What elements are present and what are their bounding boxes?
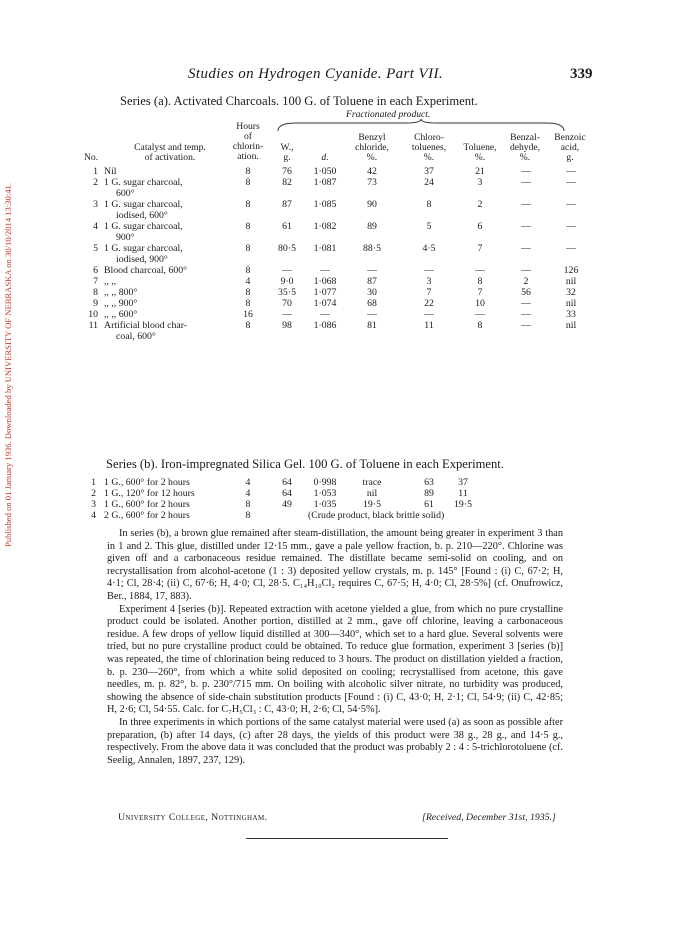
hours-cell: 8 (245, 510, 251, 521)
hours-header: Hours of chlorin- ation. (232, 121, 264, 162)
row-number: 2 (91, 488, 96, 499)
benzoic-cell: — (566, 199, 576, 210)
catalyst-cell: Blood charcoal, 600° (104, 265, 188, 276)
toluene-cell: 3 (477, 177, 483, 188)
catalyst-cell: 1 G., 120° for 12 hours (104, 488, 195, 499)
catalyst-cell: iodised, 900° (116, 254, 168, 265)
hours-cell: 8 (245, 499, 251, 510)
catalyst-cell: 1 G., 600° for 2 hours (104, 499, 190, 510)
d-cell: 1·081 (313, 243, 337, 254)
w-cell: 49 (282, 499, 292, 510)
benzyl-cell: 87 (367, 276, 377, 287)
chloro-cell: 5 (426, 221, 432, 232)
note-cell: (Crude product, black brittle solid) (308, 510, 445, 521)
w-cell: 82 (282, 177, 292, 188)
benzyl-header: Benzyl chloride, %. (355, 132, 389, 163)
w-cell: 64 (282, 477, 292, 488)
benzal-cell: — (521, 243, 531, 254)
catalyst-cell: Nil (104, 166, 117, 177)
catalyst-cell: 1 G. sugar charcoal, (104, 243, 183, 254)
chloro-header: Chloro- toluenes, %. (411, 132, 447, 163)
hours-cell: 8 (245, 287, 251, 298)
benzyl-cell: 88·5 (363, 243, 381, 254)
benzal-cell: 2 (523, 276, 529, 287)
w-cell: 80·5 (278, 243, 296, 254)
benzal-cell: — (521, 221, 531, 232)
toluene-cell: 8 (477, 276, 483, 287)
hours-cell: 4 (245, 477, 251, 488)
catalyst-cell: iodised, 600° (116, 210, 168, 221)
w-cell: 64 (282, 488, 292, 499)
w-cell: 87 (282, 199, 292, 210)
catalyst-cell: ,, ,, (104, 276, 117, 287)
d-cell: 1·035 (313, 499, 337, 510)
chloro-cell: 37 (424, 166, 434, 177)
series-a-title: Series (a). Activated Charcoals. 100 G. of Toluene in each Experiment. (120, 94, 478, 108)
benzal-header: Benzal- dehyde, %. (509, 132, 541, 163)
catalyst-cell: ,, ,, 900° (104, 298, 138, 309)
series-b-title: Series (b). Iron-impregnated Silica Gel. 100 G. of Toluene in each Experiment. (106, 457, 504, 471)
fractionated-header: Fractionated product. (346, 109, 431, 120)
affiliation: University College, Nottingham. (118, 812, 268, 823)
row-number: 6 (93, 265, 98, 276)
w-cell: — (282, 265, 292, 276)
benzyl-cell: trace (362, 477, 382, 488)
benzyl-cell: — (367, 309, 377, 320)
d-cell: 1·087 (313, 177, 337, 188)
chloro-cell: 89 (424, 488, 434, 499)
w-cell: 61 (282, 221, 292, 232)
benzoic-cell: — (566, 166, 576, 177)
benzyl-cell: 68 (367, 298, 377, 309)
chloro-cell: 7 (426, 287, 432, 298)
benzyl-cell: nil (366, 488, 378, 499)
benzoic-cell: nil (565, 298, 577, 309)
benzal-cell: — (521, 177, 531, 188)
benzoic-cell: 33 (566, 309, 576, 320)
benzoic-cell: — (566, 177, 576, 188)
benzal-cell: — (521, 298, 531, 309)
paragraph-1: In series (b), a brown glue remained after steam-distillation, the amount being greater in experiment 3 than in 1 and 2. This glue, distilled under 12·15 mm., gave a pale yellow fraction, b. p. 210—220°. Chlorine was given off and a carbonaceous residue remained. The distillate became semi-solid on cooling, and on recrystallisation from alcohol-acetone (1 : 3) deposited yellow crystals, m. p. 145° [Found : (i) C, 67·2; H, 4·1; Cl, 28·4; (ii) C, 67·6; H, 4·0; Cl, 28·5. C₁₄H₁₀Cl₂ requires C, 67·5; H, 4·0; Cl, 28·5%] (cf. Onufrowicz, Ber., 1884, 17, 883). (107, 528, 563, 602)
hours-cell: 16 (243, 309, 253, 320)
benzoic-cell: — (566, 243, 576, 254)
toluene-cell: 10 (475, 298, 485, 309)
benzoic-cell: nil (565, 276, 577, 287)
row-number: 9 (93, 298, 98, 309)
chloro-cell: — (424, 309, 434, 320)
row-number: 11 (88, 320, 98, 331)
hours-cell: 8 (245, 243, 251, 254)
row-number: 1 (91, 477, 96, 488)
hours-cell: 4 (245, 276, 251, 287)
benzyl-cell: 73 (367, 177, 377, 188)
catalyst-cell: 1 G. sugar charcoal, (104, 221, 183, 232)
received-date: [Received, December 31st, 1935.] (422, 812, 556, 823)
row-number: 2 (93, 177, 98, 188)
benzyl-cell: 30 (367, 287, 377, 298)
benzal-cell: — (521, 309, 531, 320)
toluene-cell: 8 (477, 320, 483, 331)
row-number: 8 (93, 287, 98, 298)
benzal-cell: — (521, 320, 531, 331)
row-number: 3 (93, 199, 98, 210)
d-cell: 1·068 (313, 276, 337, 287)
w-cell: 35·5 (278, 287, 296, 298)
toluene-cell: 19·5 (454, 499, 472, 510)
benzal-cell: — (521, 166, 531, 177)
toluene-header: Toluene, %. (463, 142, 497, 163)
hours-cell: 8 (245, 166, 251, 177)
body-text (107, 528, 563, 767)
w-cell: 98 (282, 320, 292, 331)
row-number: 3 (91, 499, 96, 510)
catalyst-cell: ,, ,, 800° (104, 287, 138, 298)
catalyst-cell: 2 G., 600° for 2 hours (104, 510, 190, 521)
benzal-cell: — (521, 265, 531, 276)
w-cell: — (282, 309, 292, 320)
hours-cell: 8 (245, 265, 251, 276)
benzyl-cell: — (367, 265, 377, 276)
benzoic-header: Benzoic acid, g. (554, 132, 586, 163)
catalyst-cell: 1 G. sugar charcoal, (104, 177, 183, 188)
w-cell: 70 (282, 298, 292, 309)
catalyst-cell: Artificial blood char- (104, 320, 188, 331)
row-number: 7 (93, 276, 98, 287)
hours-cell: 8 (245, 177, 251, 188)
chloro-cell: 24 (424, 177, 434, 188)
hours-cell: 4 (245, 488, 251, 499)
paragraph-2: Experiment 4 [series (b)]. Repeated extraction with acetone yielded a glue, from which no pure crystalline product could be isolated. Another portion, distilled at 2 mm., gave off chlorine, leaving a carbonaceous residue. A few drops of yellow liquid distilled at 300—340°, which set to a hard glue. Several solvents were tried, but no pure crystalline product could be obtained. To reduce glue formation, experiment 3 [series (b)] was repeated, the time of chlorination being reduced to 3 hours. The product on distillation yielded a fraction, b. p. 230—260°, from which a white solid deposited on cooling; recrystallised from acetone, this gave needles, m. p. 82°, b. p. 230°/715 mm. On boiling with alcoholic silver nitrate, no turbidity was produced, showing the absence of side-chain substitution products [Found : (i) C, 43·0; H, 2·1; Cl, 54·9; (ii) C, 42·85; H, 2·6; Cl, 54·55. Calc. for C₇H₅Cl₃ : C, 43·0; H, 2·6; Cl, 54·5%]. (107, 603, 563, 716)
d-cell: 1·077 (313, 287, 337, 298)
chloro-cell: — (424, 265, 434, 276)
benzyl-cell: 81 (367, 320, 377, 331)
catalyst-cell: ,, ,, 600° (104, 309, 138, 320)
d-cell: — (320, 309, 330, 320)
row-number: 4 (93, 221, 98, 232)
toluene-cell: — (475, 265, 485, 276)
toluene-cell: — (475, 309, 485, 320)
toluene-cell: 2 (477, 199, 483, 210)
chloro-cell: 8 (426, 199, 432, 210)
toluene-cell: 21 (475, 166, 485, 177)
row-number: 5 (93, 243, 98, 254)
w-cell: 9·0 (280, 276, 294, 287)
toluene-cell: 7 (477, 243, 483, 254)
hours-cell: 8 (245, 199, 251, 210)
w-cell: 76 (282, 166, 292, 177)
d-cell: 1·074 (313, 298, 337, 309)
benzal-cell: 56 (521, 287, 531, 298)
d-cell: 1·086 (313, 320, 337, 331)
d-cell: 1·082 (313, 221, 337, 232)
catalyst-cell: 600° (116, 188, 135, 199)
hours-cell: 8 (245, 221, 251, 232)
benzoic-cell: 126 (563, 265, 579, 276)
catalyst-cell: 900° (116, 232, 135, 243)
benzyl-cell: 90 (367, 199, 377, 210)
no-header: No. (84, 152, 99, 163)
page-number: 339 (570, 66, 593, 82)
row-number: 1 (93, 166, 98, 177)
d-cell: 1·050 (313, 166, 337, 177)
benzal-cell: — (521, 199, 531, 210)
chloro-cell: 63 (424, 477, 434, 488)
d-cell: 1·085 (313, 199, 337, 210)
benzyl-cell: 89 (367, 221, 377, 232)
catalyst-header: Catalyst and temp. of activation. (134, 142, 206, 163)
toluene-cell: 37 (458, 477, 468, 488)
chloro-cell: 61 (424, 499, 434, 510)
chloro-cell: 22 (424, 298, 434, 309)
benzoic-cell: 32 (566, 287, 576, 298)
d-header: d. (321, 152, 329, 163)
benzyl-cell: 42 (367, 166, 377, 177)
row-number: 10 (88, 309, 98, 320)
catalyst-cell: 1 G., 600° for 2 hours (104, 477, 190, 488)
running-title: Studies on Hydrogen Cyanide. Part VII. (188, 66, 444, 82)
hours-cell: 8 (245, 298, 251, 309)
w-header: W., g. (280, 142, 294, 163)
benzyl-cell: 19·5 (363, 499, 381, 510)
chloro-cell: 11 (424, 320, 434, 331)
benzoic-cell: nil (565, 320, 577, 331)
chloro-cell: 3 (426, 276, 432, 287)
d-cell: 0·998 (313, 477, 337, 488)
hours-cell: 8 (245, 320, 251, 331)
toluene-cell: 7 (477, 287, 483, 298)
download-watermark: Published on 01 January 1936. Downloaded by UNIVERSITY OF NEBRASKA on 30/10/2014 13:30:41. (3, 183, 13, 547)
fractionated-brace (276, 119, 566, 133)
d-cell: 1·053 (313, 488, 337, 499)
chloro-cell: 4·5 (422, 243, 436, 254)
row-number: 4 (91, 510, 96, 521)
toluene-cell: 6 (477, 221, 483, 232)
paragraph-3: In three experiments in which portions of the same catalyst material were used (a) as soon as possible after preparation, (b) after 14 days, (c) after 28 days, the yields of this product were 38 g., 28 g., and 14·5 g., respectively. From the above data it was concluded that the product was probably 2 : 4 : 5-trichlorotoluene (cf. Seelig, Annalen, 1897, 237, 129). (107, 716, 563, 766)
catalyst-cell: coal, 600° (116, 331, 156, 342)
benzoic-cell: — (566, 221, 576, 232)
end-rule (246, 838, 448, 839)
d-cell: — (320, 265, 330, 276)
catalyst-cell: 1 G. sugar charcoal, (104, 199, 183, 210)
toluene-cell: 11 (458, 488, 468, 499)
